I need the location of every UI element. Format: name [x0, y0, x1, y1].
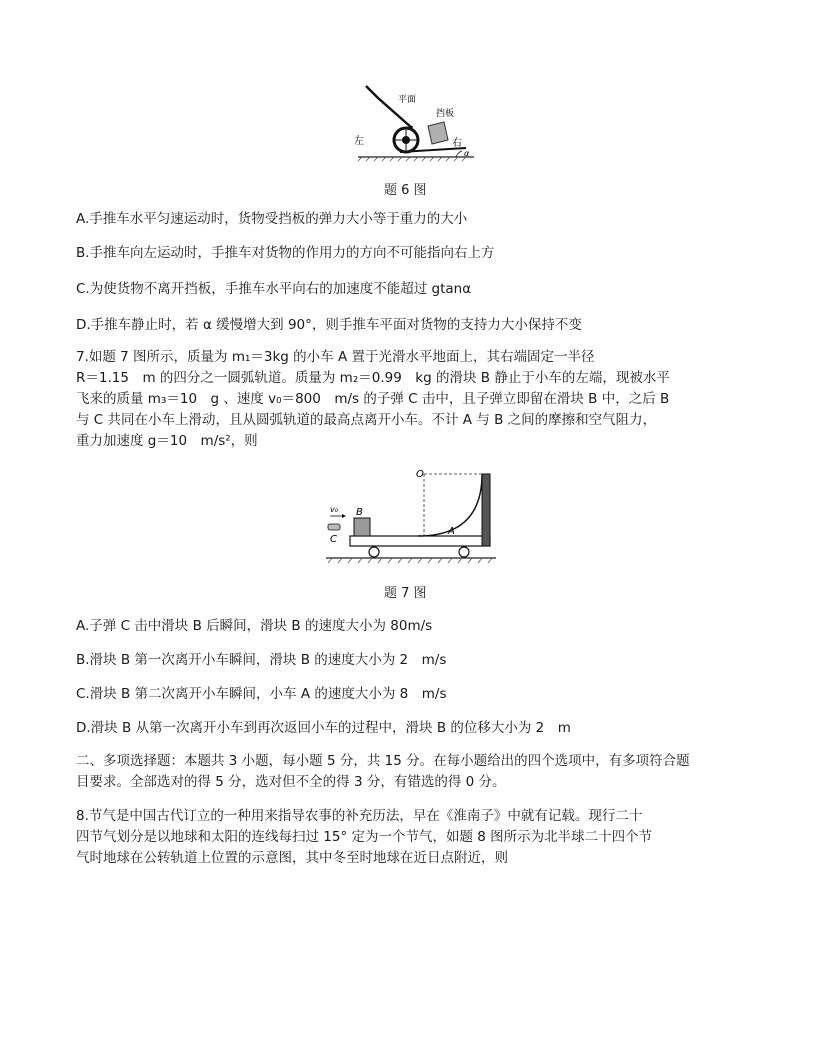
figure-7-label-a: A	[448, 526, 455, 537]
figure-7-label-o: O	[416, 469, 424, 480]
figure-7-label-c: C	[330, 534, 337, 545]
question-6-option-a: A.手推车水平匀速运动时，货物受挡板的弹力大小等于重力的大小	[76, 211, 468, 227]
question-7-stem-line: 与 C 共同在小车上滑动，且从圆弧轨道的最高点离开小车。不计 A 与 B 之间的摩擦和空气阻力，	[76, 412, 657, 428]
question-7-option-c: C.滑块 B 第二次离开小车瞬间，小车 A 的速度大小为 8 m/s	[76, 686, 447, 702]
figure-7-cart-track	[318, 464, 504, 568]
question-7-option-d: D.滑块 B 从第一次离开小车到再次返回小车的过程中，滑块 B 的位移大小为 2 m	[76, 720, 571, 736]
question-7-stem	[76, 347, 748, 452]
question-7-option-b: B.滑块 B 第一次离开小车瞬间，滑块 B 的速度大小为 2 m/s	[76, 652, 447, 668]
figure-6-label-plane: 平面	[398, 95, 417, 105]
figure-6-caption: 题 6 图	[384, 183, 427, 198]
question-8-stem-line: 四节气划分是以地球和太阳的连线每扫过 15° 定为一个节气，如题 8 图所示为北半球二十四个节	[76, 829, 653, 845]
question-7-stem-line: 重力加速度 g＝10 m/s²，则	[76, 433, 258, 449]
question-8-stem-line: 8.节气是中国古代订立的一种用来指导农事的补充历法，早在《淮南子》中就有记载。现行二十	[76, 808, 643, 824]
question-8-stem	[76, 806, 748, 869]
question-6-option-d: D.手推车静止时，若 α 缓慢增大到 90°，则手推车平面对货物的支持力大小保持不变	[76, 317, 582, 333]
question-6-option-c: C.为使货物不离开挡板，手推车水平向右的加速度不能超过 gtanα	[76, 281, 472, 297]
figure-6-label-baffle: 挡板	[436, 109, 455, 119]
question-7-stem-line: R＝1.15 m 的四分之一圆弧轨道。质量为 m₂＝0.99 kg 的滑块 B 静止于小车的左端，现被水平	[76, 370, 670, 386]
question-7-stem-line: 飞来的质量 m₃＝10 g 、速度 v₀＝800 m/s 的子弹 C 击中，且子弹立即留在滑块 B 中，之后 B	[76, 391, 670, 407]
figure-7-caption: 题 7 图	[384, 586, 427, 601]
figure-6-label-alpha: α	[464, 149, 470, 158]
figure-6-label-left: 左	[354, 136, 364, 147]
question-7-option-a: A.子弹 C 击中滑块 B 后瞬间，滑块 B 的速度大小为 80m/s	[76, 618, 433, 634]
section-2-instructions	[76, 751, 748, 793]
question-7-stem-line: 7.如题 7 图所示，质量为 m₁＝3kg 的小车 A 置于光滑水平地面上，其右端固定一半径	[76, 349, 595, 365]
figure-7-label-b: B	[356, 507, 363, 518]
section-2-line: 二、多项选择题：本题共 3 小题，每小题 5 分，共 15 分。在每小题给出的四个选项中，有多项符合题	[76, 753, 690, 769]
section-2-line: 目要求。全部选对的得 5 分，选对但不全的得 3 分，有错选的得 0 分。	[76, 774, 506, 790]
figure-6-label-right: 右	[452, 138, 462, 149]
question-8-stem-line: 气时地球在公转轨道上位置的示意图，其中冬至时地球在近日点附近，则	[76, 850, 508, 866]
figure-7-label-v0: v₀	[330, 505, 338, 514]
question-6-option-b: B.手推车向左运动时，手推车对货物的作用力的方向不可能指向右上方	[76, 245, 495, 261]
figure-6-hand-cart	[348, 80, 478, 162]
